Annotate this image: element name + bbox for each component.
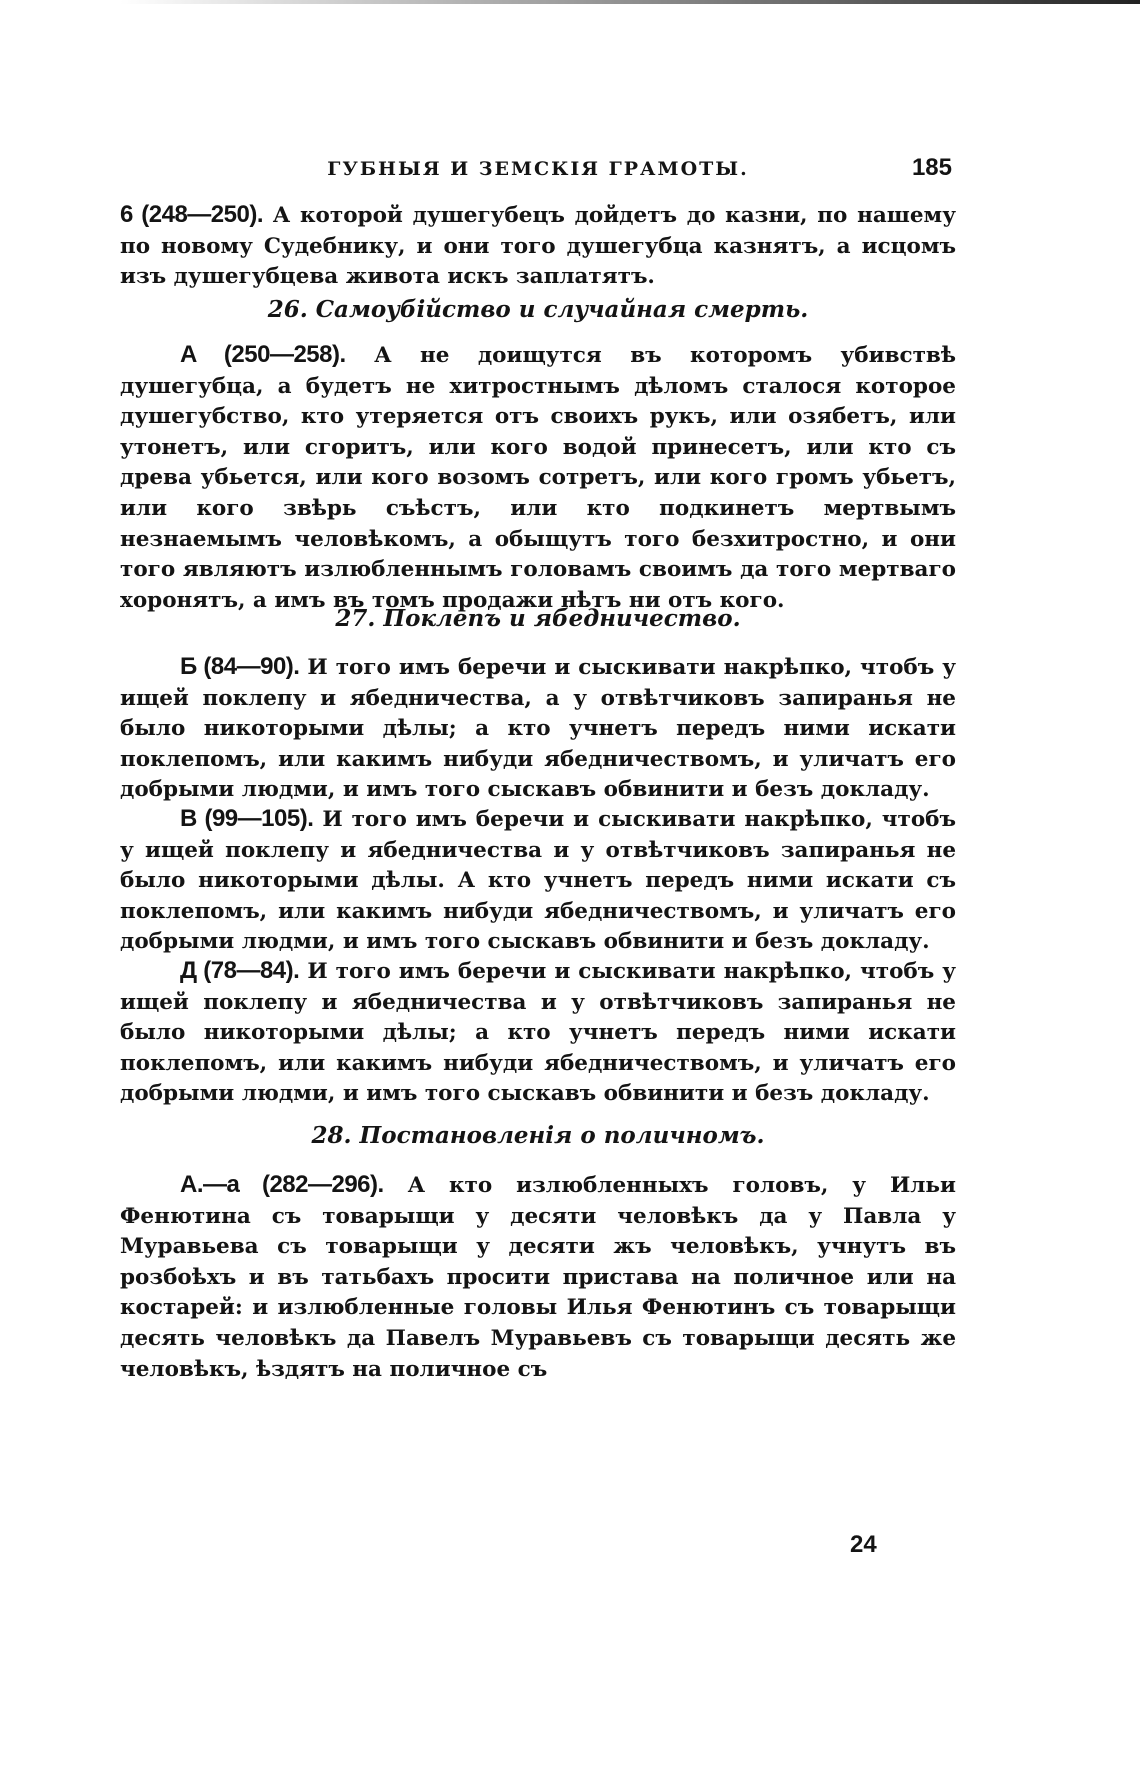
paragraph-text: И того имъ беречи и сыскивати накрѣпко, чтобъ у ищей поклепу и ябедничества и у отвѣтчиковъ запиранья не было никоторыми дѣлы; а кто учнетъ передъ ними искати поклепомъ, или какимъ нибуди ябедничествомъ, и уличатъ его добрыми людми, и имъ того сыскавъ обвинити и безъ докладу. bbox=[120, 959, 957, 1107]
section-heading-27: 27. Поклепъ и ябедничество. bbox=[335, 605, 741, 632]
source-reference: Д (78—84). bbox=[180, 957, 300, 984]
source-reference: А (250—258). bbox=[180, 341, 346, 368]
paragraph-a-a-282-296 bbox=[120, 1170, 956, 1385]
paragraph-6-248-250 bbox=[120, 200, 956, 293]
paragraph-text: А не доищутся въ которомъ убивствѣ душегубца, а будетъ не хитростнымъ дѣломъ сталося которое душегубство, кто утеряется отъ своихъ рукъ, или озябетъ, или утонетъ, или сгоритъ, или кого водой принесетъ, или кто съ древа убьется, или кого возомъ сотретъ, или кого громъ убьетъ, или кого звѣрь съѣстъ, или кто подкинетъ мертвымъ незнаемымъ человѣкомъ, а обыщутъ того безхитростно, и они того являютъ излюбленнымъ головамъ своимъ да того мертваго хоронятъ, а имъ въ томъ продажи нѣтъ ни отъ кого. bbox=[120, 343, 956, 613]
paragraph bbox=[120, 652, 956, 806]
paragraph-v-99-105 bbox=[120, 804, 956, 958]
running-header bbox=[120, 152, 956, 188]
paragraph-a-250-258 bbox=[120, 340, 956, 616]
page-number: 185 bbox=[911, 154, 952, 181]
source-reference: А.—а (282—296). bbox=[180, 1171, 384, 1198]
paragraph-text: И того имъ беречи и сыскивати накрѣпко, чтобъ у ищей поклепу и ябедничества, а у отвѣтчиковъ запиранья не было никоторыми дѣлы; а кто учнетъ передъ ними искати поклепомъ, или какимъ нибуди ябедничествомъ, и уличатъ его добрыми людми, и имъ того сыскавъ обвинити и безъ докладу. bbox=[120, 655, 956, 803]
paragraph-text: А кто излюбленныхъ головъ, у Ильи Фенютина съ товарыщи у десяти человѣкъ да у Павла у Муравьева съ товарыщи у десяти жъ человѣкъ, учнутъ въ розбоѣхъ и въ татьбахъ просити пристава на поличное или на костарей: и излюбленные головы Илья Фенютинъ съ товарыщи десять человѣкъ да Павелъ Муравьевъ съ товарыщи десять же человѣкъ, ѣздятъ на поличное съ bbox=[120, 1173, 956, 1382]
paragraph bbox=[120, 200, 956, 293]
running-title: ГУБНЫЯ И ЗЕМСКІЯ ГРАМОТЫ. bbox=[327, 158, 749, 180]
paragraph bbox=[120, 340, 956, 616]
paragraph-d-78-84 bbox=[120, 956, 956, 1110]
paragraph bbox=[120, 956, 956, 1110]
page-top-edge bbox=[120, 0, 1140, 4]
source-reference: Б (84—90). bbox=[180, 653, 300, 680]
signature-mark: 24 bbox=[850, 1531, 877, 1558]
section-heading-28: 28. Постановленія о поличномъ. bbox=[311, 1122, 765, 1149]
paragraph-b-84-90 bbox=[120, 652, 956, 806]
source-reference: 6 (248—250). bbox=[120, 201, 264, 228]
paragraph bbox=[120, 1170, 956, 1385]
paragraph-text: И того имъ беречи и сыскивати накрѣпко, чтобъ у ищей поклепу и ябедничества и у отвѣтчиковъ запиранья не было никоторыми дѣлы. А кто учнетъ передъ ними искати съ поклепомъ, или какимъ нибуди ябедничествомъ, и уличатъ его добрыми людми, и имъ того сыскавъ обвинити и безъ докладу. bbox=[120, 807, 957, 955]
paragraph-text: А которой душегубецъ дойдетъ до казни, по нашему по новому Судебнику, и они того душегубца казнятъ, а исцомъ изъ душегубцева живота искъ заплатятъ. bbox=[120, 203, 956, 290]
section-heading-26: 26. Самоубійство и случайная смерть. bbox=[267, 296, 809, 323]
source-reference: В (99—105). bbox=[180, 805, 314, 832]
paragraph bbox=[120, 804, 956, 958]
